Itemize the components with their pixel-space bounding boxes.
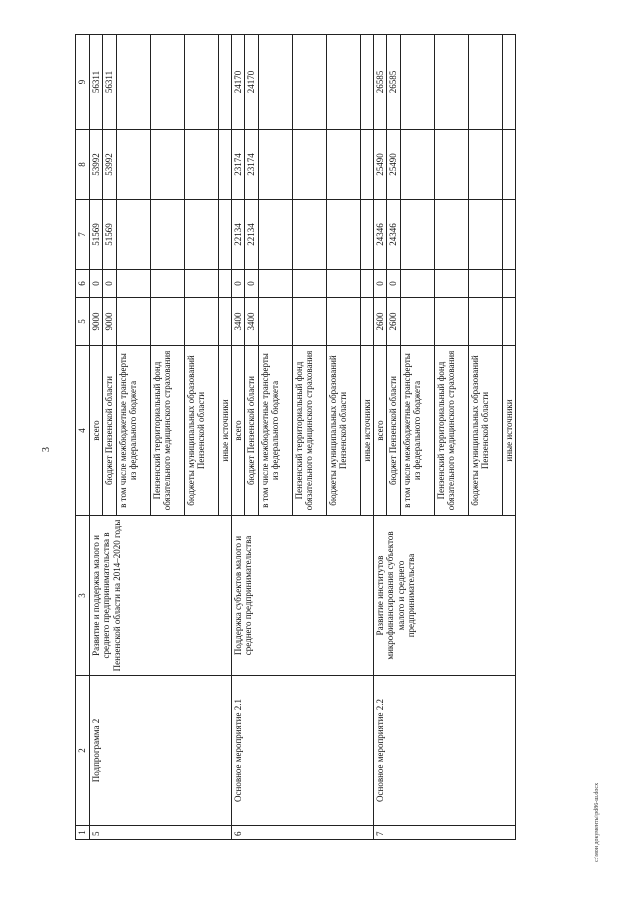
value-cell (468, 270, 502, 298)
column-header: 2 (76, 676, 90, 826)
value-cell (116, 200, 150, 270)
value-cell: 0 (245, 270, 258, 298)
value-cell (184, 130, 218, 200)
value-cell (468, 298, 502, 346)
value-cell (468, 35, 502, 130)
value-cell (184, 200, 218, 270)
value-cell (150, 130, 184, 200)
value-cell (150, 200, 184, 270)
value-cell (150, 270, 184, 298)
value-cell: 24170 (245, 35, 258, 130)
page-number: 3 (41, 447, 52, 452)
value-cell (360, 298, 373, 346)
value-cell (116, 130, 150, 200)
value-cell (292, 200, 326, 270)
value-cell: 9000 (90, 298, 103, 346)
value-cell (184, 35, 218, 130)
funding-source-cell: всего (90, 346, 103, 516)
column-header: 9 (76, 35, 90, 130)
budget-table (75, 34, 516, 840)
value-cell (218, 298, 231, 346)
funding-source-cell: иные источники (360, 346, 373, 516)
value-cell (258, 298, 292, 346)
value-cell (258, 130, 292, 200)
value-cell (434, 130, 468, 200)
program-title-cell: Развитие и поддержка малого и среднего предпринимательства в Пензенской области на 2014–2020 годы (90, 516, 232, 676)
table-header-row (76, 35, 90, 840)
value-cell (184, 298, 218, 346)
funding-source-cell: бюджеты муниципальных образований Пензенской области (326, 346, 360, 516)
value-cell: 51569 (90, 200, 103, 270)
funding-source-cell: всего (232, 346, 245, 516)
value-cell (434, 200, 468, 270)
value-cell: 9000 (103, 298, 116, 346)
value-cell: 26585 (374, 35, 387, 130)
value-cell (468, 200, 502, 270)
value-cell: 24170 (232, 35, 245, 130)
value-cell: 22134 (232, 200, 245, 270)
value-cell (184, 270, 218, 298)
value-cell (360, 270, 373, 298)
funding-source-cell: Пензенский территориальный фонд обязательного медицинского страхования (292, 346, 326, 516)
program-name-cell: Основное мероприятие 2.1 (232, 676, 374, 826)
value-cell: 0 (374, 270, 387, 298)
value-cell (116, 35, 150, 130)
funding-source-cell: в том числе межбюджетные трансферты из федерального бюджета (116, 346, 150, 516)
value-cell: 3400 (232, 298, 245, 346)
value-cell (434, 270, 468, 298)
value-cell: 22134 (245, 200, 258, 270)
value-cell: 51569 (103, 200, 116, 270)
funding-source-cell: бюджет Пензенской области (387, 346, 400, 516)
table-row (90, 35, 103, 840)
value-cell (360, 35, 373, 130)
value-cell (292, 270, 326, 298)
value-cell (502, 270, 515, 298)
value-cell (116, 270, 150, 298)
column-header: 7 (76, 200, 90, 270)
value-cell: 24346 (374, 200, 387, 270)
funding-source-cell: в том числе межбюджетные трансферты из федерального бюджета (258, 346, 292, 516)
value-cell (502, 130, 515, 200)
value-cell (434, 35, 468, 130)
row-number-cell: 7 (374, 826, 516, 840)
column-header: 6 (76, 270, 90, 298)
value-cell (326, 35, 360, 130)
value-cell (326, 270, 360, 298)
value-cell (150, 35, 184, 130)
value-cell (218, 35, 231, 130)
value-cell: 53992 (90, 130, 103, 200)
table-row (374, 35, 387, 840)
value-cell: 56311 (90, 35, 103, 130)
funding-source-cell: в том числе межбюджетные трансферты из федерального бюджета (400, 346, 434, 516)
value-cell: 3400 (245, 298, 258, 346)
value-cell: 0 (90, 270, 103, 298)
value-cell (400, 35, 434, 130)
program-name-cell: Подпрограмма 2 (90, 676, 232, 826)
value-cell: 24346 (387, 200, 400, 270)
value-cell (292, 35, 326, 130)
footer-file-path: c:\мои документы\pd86-ш.docx (594, 782, 600, 862)
funding-source-cell: бюджет Пензенской области (103, 346, 116, 516)
value-cell (502, 35, 515, 130)
value-cell (326, 200, 360, 270)
column-header: 5 (76, 298, 90, 346)
value-cell: 23174 (232, 130, 245, 200)
value-cell (468, 130, 502, 200)
value-cell: 0 (103, 270, 116, 298)
value-cell (434, 298, 468, 346)
funding-source-cell: Пензенский территориальный фонд обязательного медицинского страхования (150, 346, 184, 516)
row-number-cell: 6 (232, 826, 374, 840)
value-cell (116, 298, 150, 346)
column-header: 1 (76, 826, 90, 840)
value-cell (258, 200, 292, 270)
value-cell (400, 200, 434, 270)
value-cell (218, 130, 231, 200)
funding-source-cell: бюджет Пензенской области (245, 346, 258, 516)
column-header: 4 (76, 346, 90, 516)
value-cell: 23174 (245, 130, 258, 200)
program-title-cell: Развитие институтов микрофинансирования субъектов малого и среднего предпринимательства (374, 516, 516, 676)
funding-source-cell: бюджеты муниципальных образований Пензенской области (184, 346, 218, 516)
value-cell (258, 270, 292, 298)
value-cell: 56311 (103, 35, 116, 130)
value-cell (292, 298, 326, 346)
funding-source-cell: всего (374, 346, 387, 516)
funding-source-cell: Пензенский территориальный фонд обязательного медицинского страхования (434, 346, 468, 516)
value-cell (400, 130, 434, 200)
column-header: 8 (76, 130, 90, 200)
value-cell: 2600 (387, 298, 400, 346)
value-cell (400, 270, 434, 298)
column-header: 3 (76, 516, 90, 676)
program-name-cell: Основное мероприятие 2.2 (374, 676, 516, 826)
row-number-cell: 5 (90, 826, 232, 840)
value-cell: 2600 (374, 298, 387, 346)
value-cell (150, 298, 184, 346)
funding-source-cell: иные источники (502, 346, 515, 516)
funding-source-cell: бюджеты муниципальных образований Пензенской области (468, 346, 502, 516)
value-cell (502, 200, 515, 270)
value-cell (326, 130, 360, 200)
value-cell (218, 270, 231, 298)
value-cell: 0 (387, 270, 400, 298)
value-cell: 53992 (103, 130, 116, 200)
value-cell: 25490 (374, 130, 387, 200)
value-cell (258, 35, 292, 130)
table-row (232, 35, 245, 840)
value-cell (360, 130, 373, 200)
value-cell: 26585 (387, 35, 400, 130)
value-cell (400, 298, 434, 346)
value-cell: 25490 (387, 130, 400, 200)
value-cell (218, 200, 231, 270)
program-title-cell: Поддержка субъектов малого и среднего предпринимательства (232, 516, 374, 676)
value-cell (502, 298, 515, 346)
funding-source-cell: иные источники (218, 346, 231, 516)
value-cell: 0 (232, 270, 245, 298)
value-cell (360, 200, 373, 270)
value-cell (292, 130, 326, 200)
rotated-page-content (75, 35, 580, 840)
value-cell (326, 298, 360, 346)
